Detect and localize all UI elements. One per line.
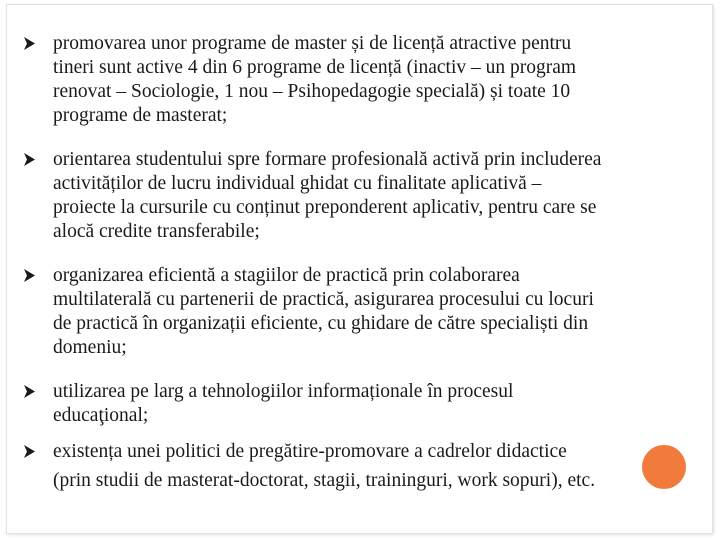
bullet-line: de practică în organizații eficiente, cu ghidare de către specialiști din: [53, 313, 589, 334]
bullet-line: proiecte la cursurile cu conținut preponderent aplicativ, pentru care se: [53, 197, 597, 218]
bullet-line: promovarea unor programe de master și de licență atractive pentru: [53, 33, 572, 54]
bullet-line: organizarea eficientă a stagiilor de practică prin colaborarea: [53, 265, 520, 286]
bullet-line: utilizarea pe larg a tehnologiilor informaționale în procesul: [53, 381, 514, 402]
bullet-line: activităților de lucru individual ghidat cu finalitate aplicativă –: [53, 173, 542, 194]
arrow-bullet-icon: [24, 269, 35, 282]
bullet-line: tineri sunt active 4 din 6 programe de licență (inactiv – un program: [53, 57, 577, 78]
bullet-line: existența unei politici de pregătire-promovare a cadrelor didactice: [53, 441, 567, 462]
arrow-bullet-icon: [24, 385, 35, 398]
bullet-line: (prin studii de masterat-doctorat, stagii, traininguri, work sopuri), etc.: [53, 470, 596, 491]
bullet-line: alocă credite transferabile;: [53, 221, 260, 242]
bullet-line: orientarea studentului spre formare profesională activă prin includerea: [53, 149, 602, 170]
arrow-bullet-icon: [24, 37, 35, 50]
bullet-line: educaţional;: [53, 405, 149, 426]
bullet-line: domeniu;: [53, 337, 127, 358]
bullet-line: multilaterală cu partenerii de practică, asigurarea procesului cu locuri: [53, 289, 594, 310]
bullet-line: programe de masterat;: [53, 105, 228, 126]
arrow-bullet-icon: [24, 153, 35, 166]
bullet-line: renovat – Sociologie, 1 nou – Psihopedagogie specială) și toate 10: [53, 81, 571, 102]
arrow-bullet-icon: [24, 445, 35, 458]
